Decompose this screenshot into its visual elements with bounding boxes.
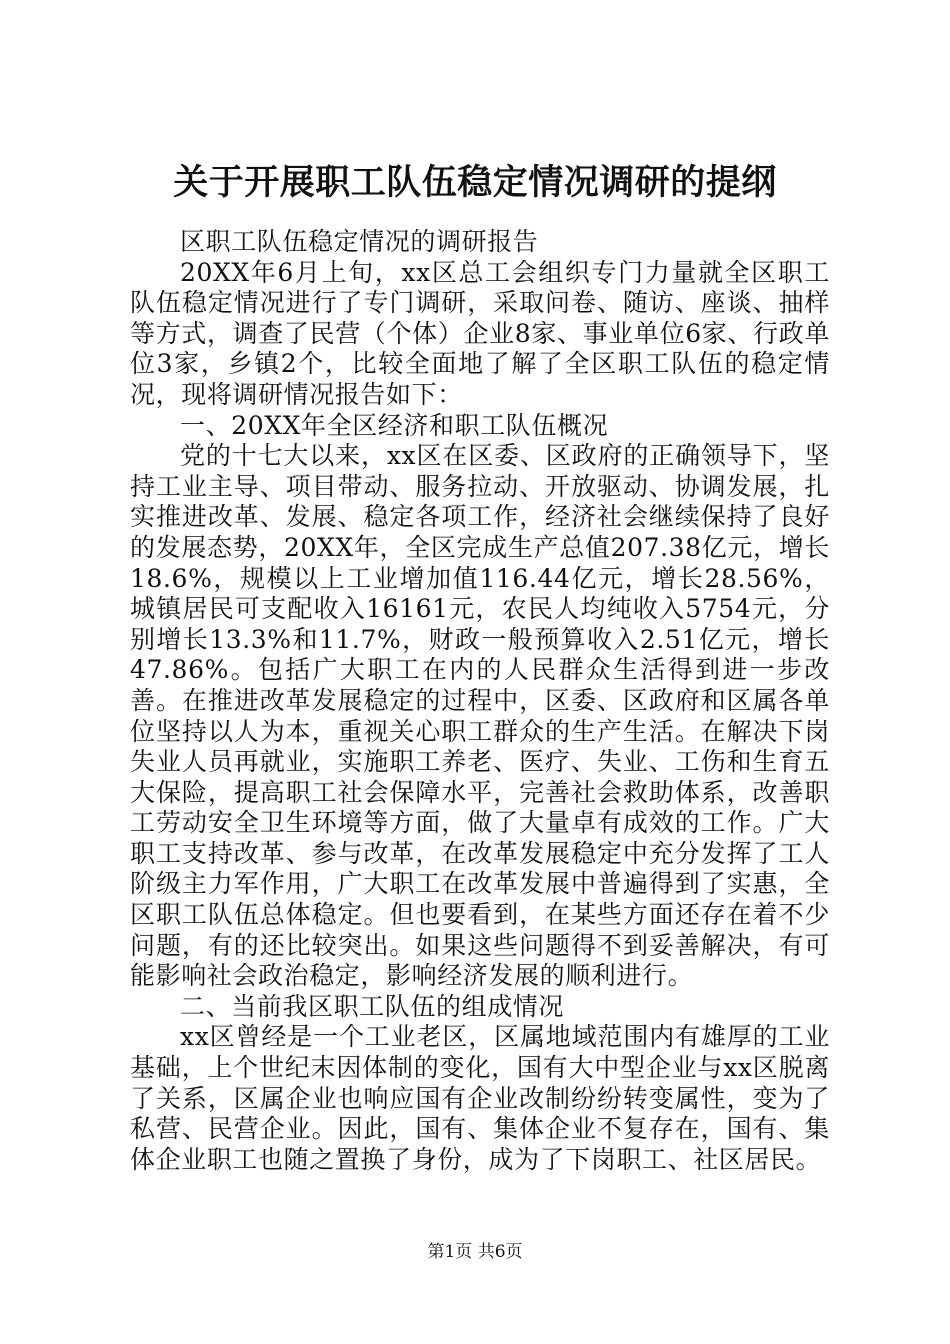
report-subtitle: 区职工队伍稳定情况的调研报告 (180, 227, 539, 256)
paragraph: xx区曾经是一个工业老区，区属地域范围内有雄厚的工业基础，上个世纪末因体制的变化，国有大中型企业与xx区脱离了关系，区属企业也响应国有企业改制纷纷转变属性，变为了私营、民营企业。因此，国有、集体企业不复存在，国有、集体企业职工也随之置换了身份，成为了下岗职工、社区居民。 (130, 1022, 830, 1174)
document-body (130, 227, 830, 1175)
paragraph: 党的十七大以来，xx区在区委、区政府的正确领导下，坚持工业主导、项目带动、服务拉动、开放驱动、协调发展，扎实推进改革、发展、稳定各项工作，经济社会继续保持了良好的发展态势，20XX年，全区完成生产总值207.38亿元，增长18.6%，规模以上工业增加值116.44亿元，增长28.56%，城镇居民可支配收入16161元，农民人均纯收入5754元，分别增长13.3%和11.7%，财政一般预算收入2.51亿元，增长47.86%。包括广大职工在内的人民群众生活得到进一步改善。在推进改革发展稳定的过程中，区委、区政府和区属各单位坚持以人为本，重视关心职工群众的生产生活。在解决下岗失业人员再就业，实施职工养老、医疗、失业、工伤和生育五大保险，提高职工社会保障水平，完善社会救助体系，改善职工劳动安全卫生环境等方面，做了大量卓有成效的工作。广大职工支持改革、参与改革，在改革发展稳定中充分发挥了工人阶级主力军作用，广大职工在改革发展中普遍得到了实惠，全区职工队伍总体稳定。但也要看到，在某些方面还存在着不少问题，有的还比较突出。如果这些问题得不到妥善解决，有可能影响社会政治稳定，影响经济发展的顺利进行。 (130, 441, 830, 991)
document-title: 关于开展职工队伍稳定情况调研的提纲 (173, 163, 777, 203)
section-heading: 二、当前我区职工队伍的组成情况 (180, 991, 565, 1021)
page-number: 第1页 共6页 (427, 1242, 523, 1262)
section-heading: 一、20XX年全区经济和职工队伍概况 (180, 410, 609, 440)
paragraph: 20XX年6月上旬，xx区总工会组织专门力量就全区职工队伍稳定情况进行了专门调研，采取问卷、随访、座谈、抽样等方式，调查了民营（个体）企业8家、事业单位6家、行政单位3家，乡镇2个，比较全面地了解了全区职工队伍的稳定情况，现将调研情况报告如下： (130, 257, 830, 409)
